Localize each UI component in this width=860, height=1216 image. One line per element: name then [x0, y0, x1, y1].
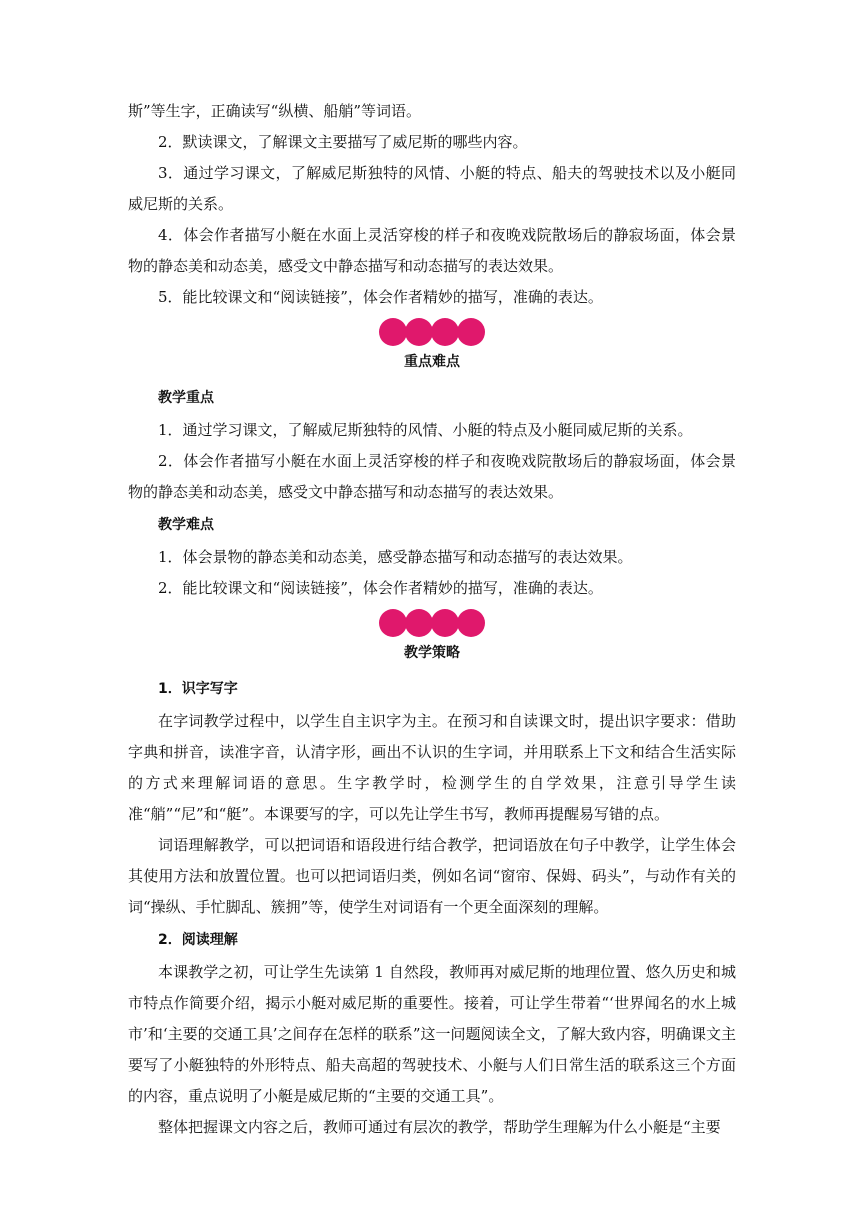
difficulty-item: 1．体会景物的静态美和动态美，感受静态描写和动态描写的表达效果。: [158, 548, 633, 566]
section-title: 教学策略: [404, 645, 460, 661]
decorative-dots: [128, 608, 736, 638]
decorative-dots: [128, 317, 736, 347]
strategy-paragraph: 本课教学之初，可让学生先读第 1 自然段，教师再对威尼斯的地理位置、悠久历史和城市特点作简要介绍，揭示小艇对威尼斯的重要性。接着，可让学生带着“‘世界闻名的水上城市’和‘主要的交通工具’之间存在怎样的联系”这一问题阅读全文，了解大致内容，明确课文主要写了小艇独特的外形特点、船夫高超的驾驶技术、小艇与人们日常生活的联系这三个方面的内容，重点说明了小艇是威尼斯的“主要的交通工具”。: [128, 963, 736, 1105]
section-title: 重点难点: [404, 354, 460, 370]
circle-icon: [379, 318, 407, 346]
circle-icon: [457, 609, 485, 637]
objective-continuation: 斯”等生字，正确读写“纵横、船艄”等词语。: [128, 102, 422, 120]
focus-heading: 教学重点: [158, 390, 214, 406]
strategy-subheading: 1．识字写字: [158, 681, 238, 697]
focus-item: 1．通过学习课文，了解威尼斯独特的风情、小艇的特点及小艇同威尼斯的关系。: [158, 421, 693, 439]
objective-item: 2．默读课文，了解课文主要描写了威尼斯的哪些内容。: [158, 133, 528, 151]
section-header-key-points: [128, 317, 736, 377]
circle-icon: [431, 609, 459, 637]
objective-item: 5．能比较课文和“阅读链接”，体会作者精妙的描写，准确的表达。: [158, 288, 603, 306]
document-body: [128, 96, 736, 1143]
objective-item: 3．通过学习课文，了解威尼斯独特的风情、小艇的特点、船夫的驾驶技术以及小艇同威尼斯的关系。: [128, 164, 736, 213]
strategy-paragraph: 词语理解教学，可以把词语和语段进行结合教学，把词语放在句子中教学，让学生体会其使用方法和放置位置。也可以把词语归类，例如名词“窗帘、保姆、码头”，与动作有关的词“操纵、手忙脚乱、簇拥”等，使学生对词语有一个更全面深刻的理解。: [128, 836, 736, 916]
objective-item: 4．体会作者描写小艇在水面上灵活穿梭的样子和夜晚戏院散场后的静寂场面，体会景物的静态美和动态美，感受文中静态描写和动态描写的表达效果。: [128, 226, 736, 275]
circle-icon: [431, 318, 459, 346]
section-header-strategy: [128, 608, 736, 668]
circle-icon: [405, 318, 433, 346]
strategy-paragraph: 整体把握课文内容之后，教师可通过有层次的教学，帮助学生理解为什么小艇是“主要: [158, 1118, 721, 1136]
circle-icon: [405, 609, 433, 637]
focus-item: 2．体会作者描写小艇在水面上灵活穿梭的样子和夜晚戏院散场后的静寂场面，体会景物的静态美和动态美，感受文中静态描写和动态描写的表达效果。: [128, 452, 736, 501]
strategy-subheading: 2．阅读理解: [158, 932, 238, 948]
circle-icon: [457, 318, 485, 346]
strategy-paragraph: 在字词教学过程中，以学生自主识字为主。在预习和自读课文时，提出识字要求：借助字典和拼音，读准字音，认清字形，画出不认识的生字词，并用联系上下文和结合生活实际的方式来理解词语的意思。生字教学时，检测学生的自学效果，注意引导学生读准“艄”“尼”和“艇”。本课要写的字，可以先让学生书写，教师再提醒易写错的点。: [128, 712, 736, 823]
difficulty-heading: 教学难点: [158, 517, 214, 533]
difficulty-item: 2．能比较课文和“阅读链接”，体会作者精妙的描写，准确的表达。: [158, 579, 603, 597]
circle-icon: [379, 609, 407, 637]
